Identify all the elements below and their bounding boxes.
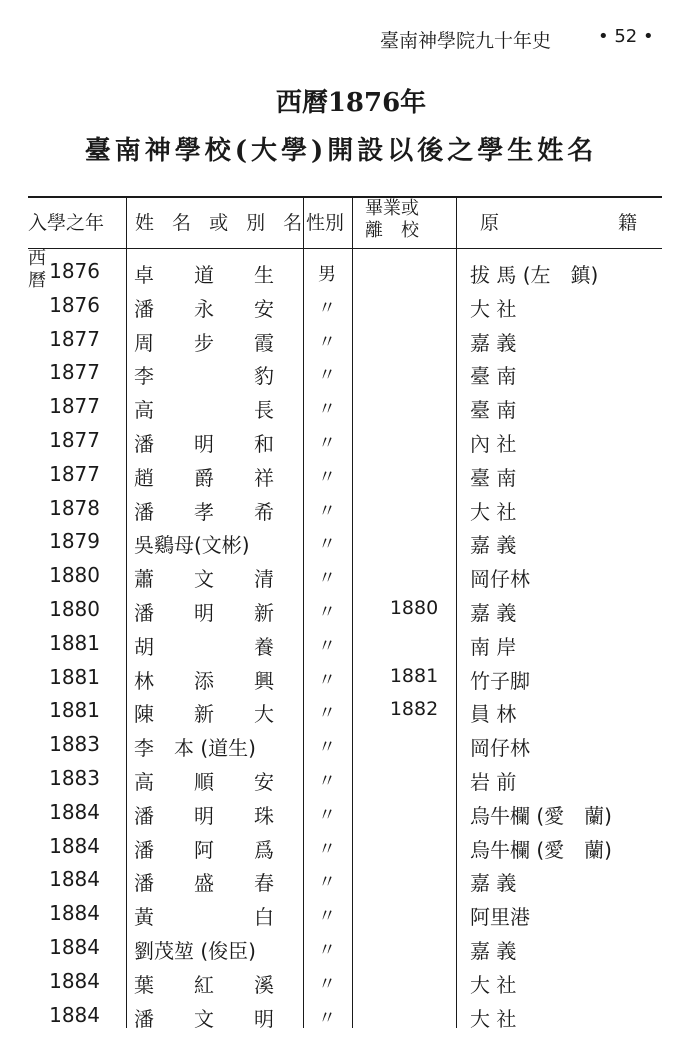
origin-place: 岩 前	[470, 770, 517, 794]
table-row	[0, 253, 682, 287]
table-row	[0, 794, 682, 828]
student-name: 潘 孝 希	[134, 499, 274, 524]
origin-place: 烏牛欄 (愛 蘭)	[470, 803, 612, 828]
origin-place: 臺 南	[470, 364, 517, 389]
origin-place: 岡仔林	[470, 567, 530, 592]
origin-place: 嘉 義	[470, 939, 517, 963]
sex: 〃	[318, 568, 336, 590]
sex: 〃	[318, 331, 336, 353]
table-row	[0, 929, 682, 963]
origin-place: 嘉 義	[470, 533, 517, 558]
column-header-graduation-line2: 離 校	[365, 220, 419, 241]
table-row	[0, 456, 682, 490]
graduation-year: 1881	[389, 664, 439, 687]
entry-year: 1883	[49, 766, 100, 790]
table-row	[0, 659, 682, 693]
origin-place: 阿里港	[470, 905, 530, 930]
table-row	[0, 963, 682, 997]
sex: 〃	[318, 703, 336, 725]
table-row	[0, 422, 682, 456]
era-label: 西曆	[28, 248, 46, 291]
student-name: 高 長	[134, 398, 274, 423]
sex: 〃	[318, 906, 336, 928]
origin-place: 大 社	[470, 499, 517, 524]
student-name: 潘 永 安	[134, 296, 274, 321]
entry-year: 1876	[49, 259, 100, 283]
sex: 〃	[318, 1007, 336, 1029]
table-top-rule	[28, 196, 662, 198]
student-name: 潘 明 珠	[134, 803, 274, 828]
origin-place: 大 社	[470, 972, 517, 997]
origin-place: 南 岸	[470, 634, 517, 659]
table-header-rule	[28, 248, 662, 249]
student-name: 葉 紅 溪	[134, 972, 274, 997]
table-row	[0, 388, 682, 422]
entry-year: 1881	[49, 630, 100, 655]
origin-place: 岡仔林	[470, 736, 530, 761]
entry-year: 1883	[49, 732, 100, 757]
column-header-year: 入學之年	[28, 212, 105, 234]
student-name: 李 豹	[134, 364, 274, 389]
table-row	[0, 997, 682, 1031]
column-header-graduation	[365, 198, 419, 242]
column-header-graduation-line1: 畢業或	[365, 198, 419, 219]
table-row	[0, 760, 682, 794]
origin-place: 竹子脚	[470, 668, 530, 693]
page-number: • 52 •	[598, 26, 654, 47]
sex: 〃	[318, 433, 336, 454]
origin-place: 內 社	[470, 432, 517, 456]
sex: 〃	[318, 771, 336, 792]
origin-place: 臺 南	[470, 465, 517, 490]
table-row	[0, 828, 682, 862]
entry-year: 1881	[49, 698, 100, 723]
sex: 〃	[318, 466, 336, 488]
sex: 〃	[318, 500, 336, 522]
column-header-name: 姓 名 或 別 名	[135, 212, 309, 234]
sex: 〃	[318, 534, 336, 556]
table-row	[0, 490, 682, 524]
student-name: 李 本 (道生)	[134, 736, 256, 761]
entry-year: 1877	[49, 326, 100, 351]
entry-year: 1878	[49, 495, 100, 520]
entry-year: 1877	[49, 394, 100, 419]
student-name: 潘 文 明	[134, 1006, 274, 1031]
year-title: 西曆1876年	[275, 88, 427, 118]
column-header-sex: 性別	[306, 212, 345, 234]
entry-year: 1877	[49, 461, 100, 486]
entry-year: 1877	[49, 428, 100, 452]
sex: 〃	[318, 365, 336, 387]
sex: 〃	[318, 973, 336, 995]
table-row	[0, 591, 682, 625]
entry-year: 1884	[49, 867, 100, 892]
sex: 〃	[318, 804, 336, 826]
sex: 〃	[318, 940, 336, 961]
student-name: 蕭 文 清	[134, 567, 274, 592]
table-row	[0, 557, 682, 591]
entry-year: 1884	[49, 935, 100, 959]
graduation-year: 1882	[389, 698, 439, 721]
entry-year: 1884	[49, 799, 100, 824]
origin-place: 拔 馬 (左 鎮)	[470, 263, 599, 287]
student-name: 潘 明 新	[134, 601, 274, 625]
origin-place: 大 社	[470, 296, 517, 321]
graduation-year: 1880	[389, 597, 439, 619]
student-name: 吳鷄母(文彬)	[134, 533, 250, 558]
origin-place: 嘉 義	[470, 871, 517, 896]
table-row	[0, 692, 682, 726]
sex: 男	[318, 264, 336, 285]
main-title: 臺南神學校(大學)開設以後之學生姓名	[84, 136, 598, 166]
origin-place: 嘉 義	[470, 330, 517, 355]
student-name: 陳 新 大	[134, 702, 274, 727]
sex: 〃	[318, 399, 336, 421]
column-header-origin-2: 籍	[618, 212, 638, 234]
entry-year: 1884	[49, 968, 100, 993]
student-name: 潘 阿 爲	[134, 837, 274, 862]
sex: 〃	[318, 737, 336, 759]
entry-year: 1877	[49, 360, 100, 385]
origin-place: 嘉 義	[470, 601, 517, 625]
table-row	[0, 523, 682, 557]
running-title: 臺南神學院九十年史	[380, 30, 552, 52]
table-row	[0, 726, 682, 760]
student-name: 劉茂堃 (俊臣)	[134, 939, 256, 963]
table-row	[0, 625, 682, 659]
sex: 〃	[318, 669, 336, 691]
table-row	[0, 354, 682, 388]
entry-year: 1880	[49, 597, 100, 621]
student-name: 胡 養	[134, 634, 274, 659]
table-row	[0, 287, 682, 321]
student-name: 林 添 興	[134, 668, 274, 693]
student-name: 潘 盛 春	[134, 871, 274, 896]
entry-year: 1880	[49, 563, 100, 588]
student-name: 趙 爵 祥	[134, 465, 274, 490]
sex: 〃	[318, 602, 336, 623]
student-name: 周 步 霞	[134, 330, 274, 355]
student-name: 潘 明 和	[134, 432, 274, 456]
origin-place: 大 社	[470, 1006, 517, 1031]
entry-year: 1884	[49, 833, 100, 858]
table-row	[0, 895, 682, 929]
column-header-origin: 原	[480, 212, 500, 234]
origin-place: 員 林	[470, 702, 517, 727]
sex: 〃	[318, 297, 336, 319]
student-name: 卓 道 生	[134, 263, 274, 287]
entry-year: 1884	[49, 901, 100, 926]
student-name: 黃 白	[134, 905, 274, 930]
entry-year: 1884	[49, 1002, 100, 1027]
sex: 〃	[318, 838, 336, 860]
entry-year: 1876	[49, 292, 100, 317]
sex: 〃	[318, 635, 336, 657]
sex: 〃	[318, 872, 336, 894]
origin-place: 烏牛欄 (愛 蘭)	[470, 837, 612, 862]
origin-place: 臺 南	[470, 398, 517, 423]
table-row	[0, 861, 682, 895]
student-name: 高 順 安	[134, 770, 274, 794]
table-row	[0, 321, 682, 355]
entry-year: 1879	[49, 529, 100, 554]
entry-year: 1881	[49, 664, 100, 689]
